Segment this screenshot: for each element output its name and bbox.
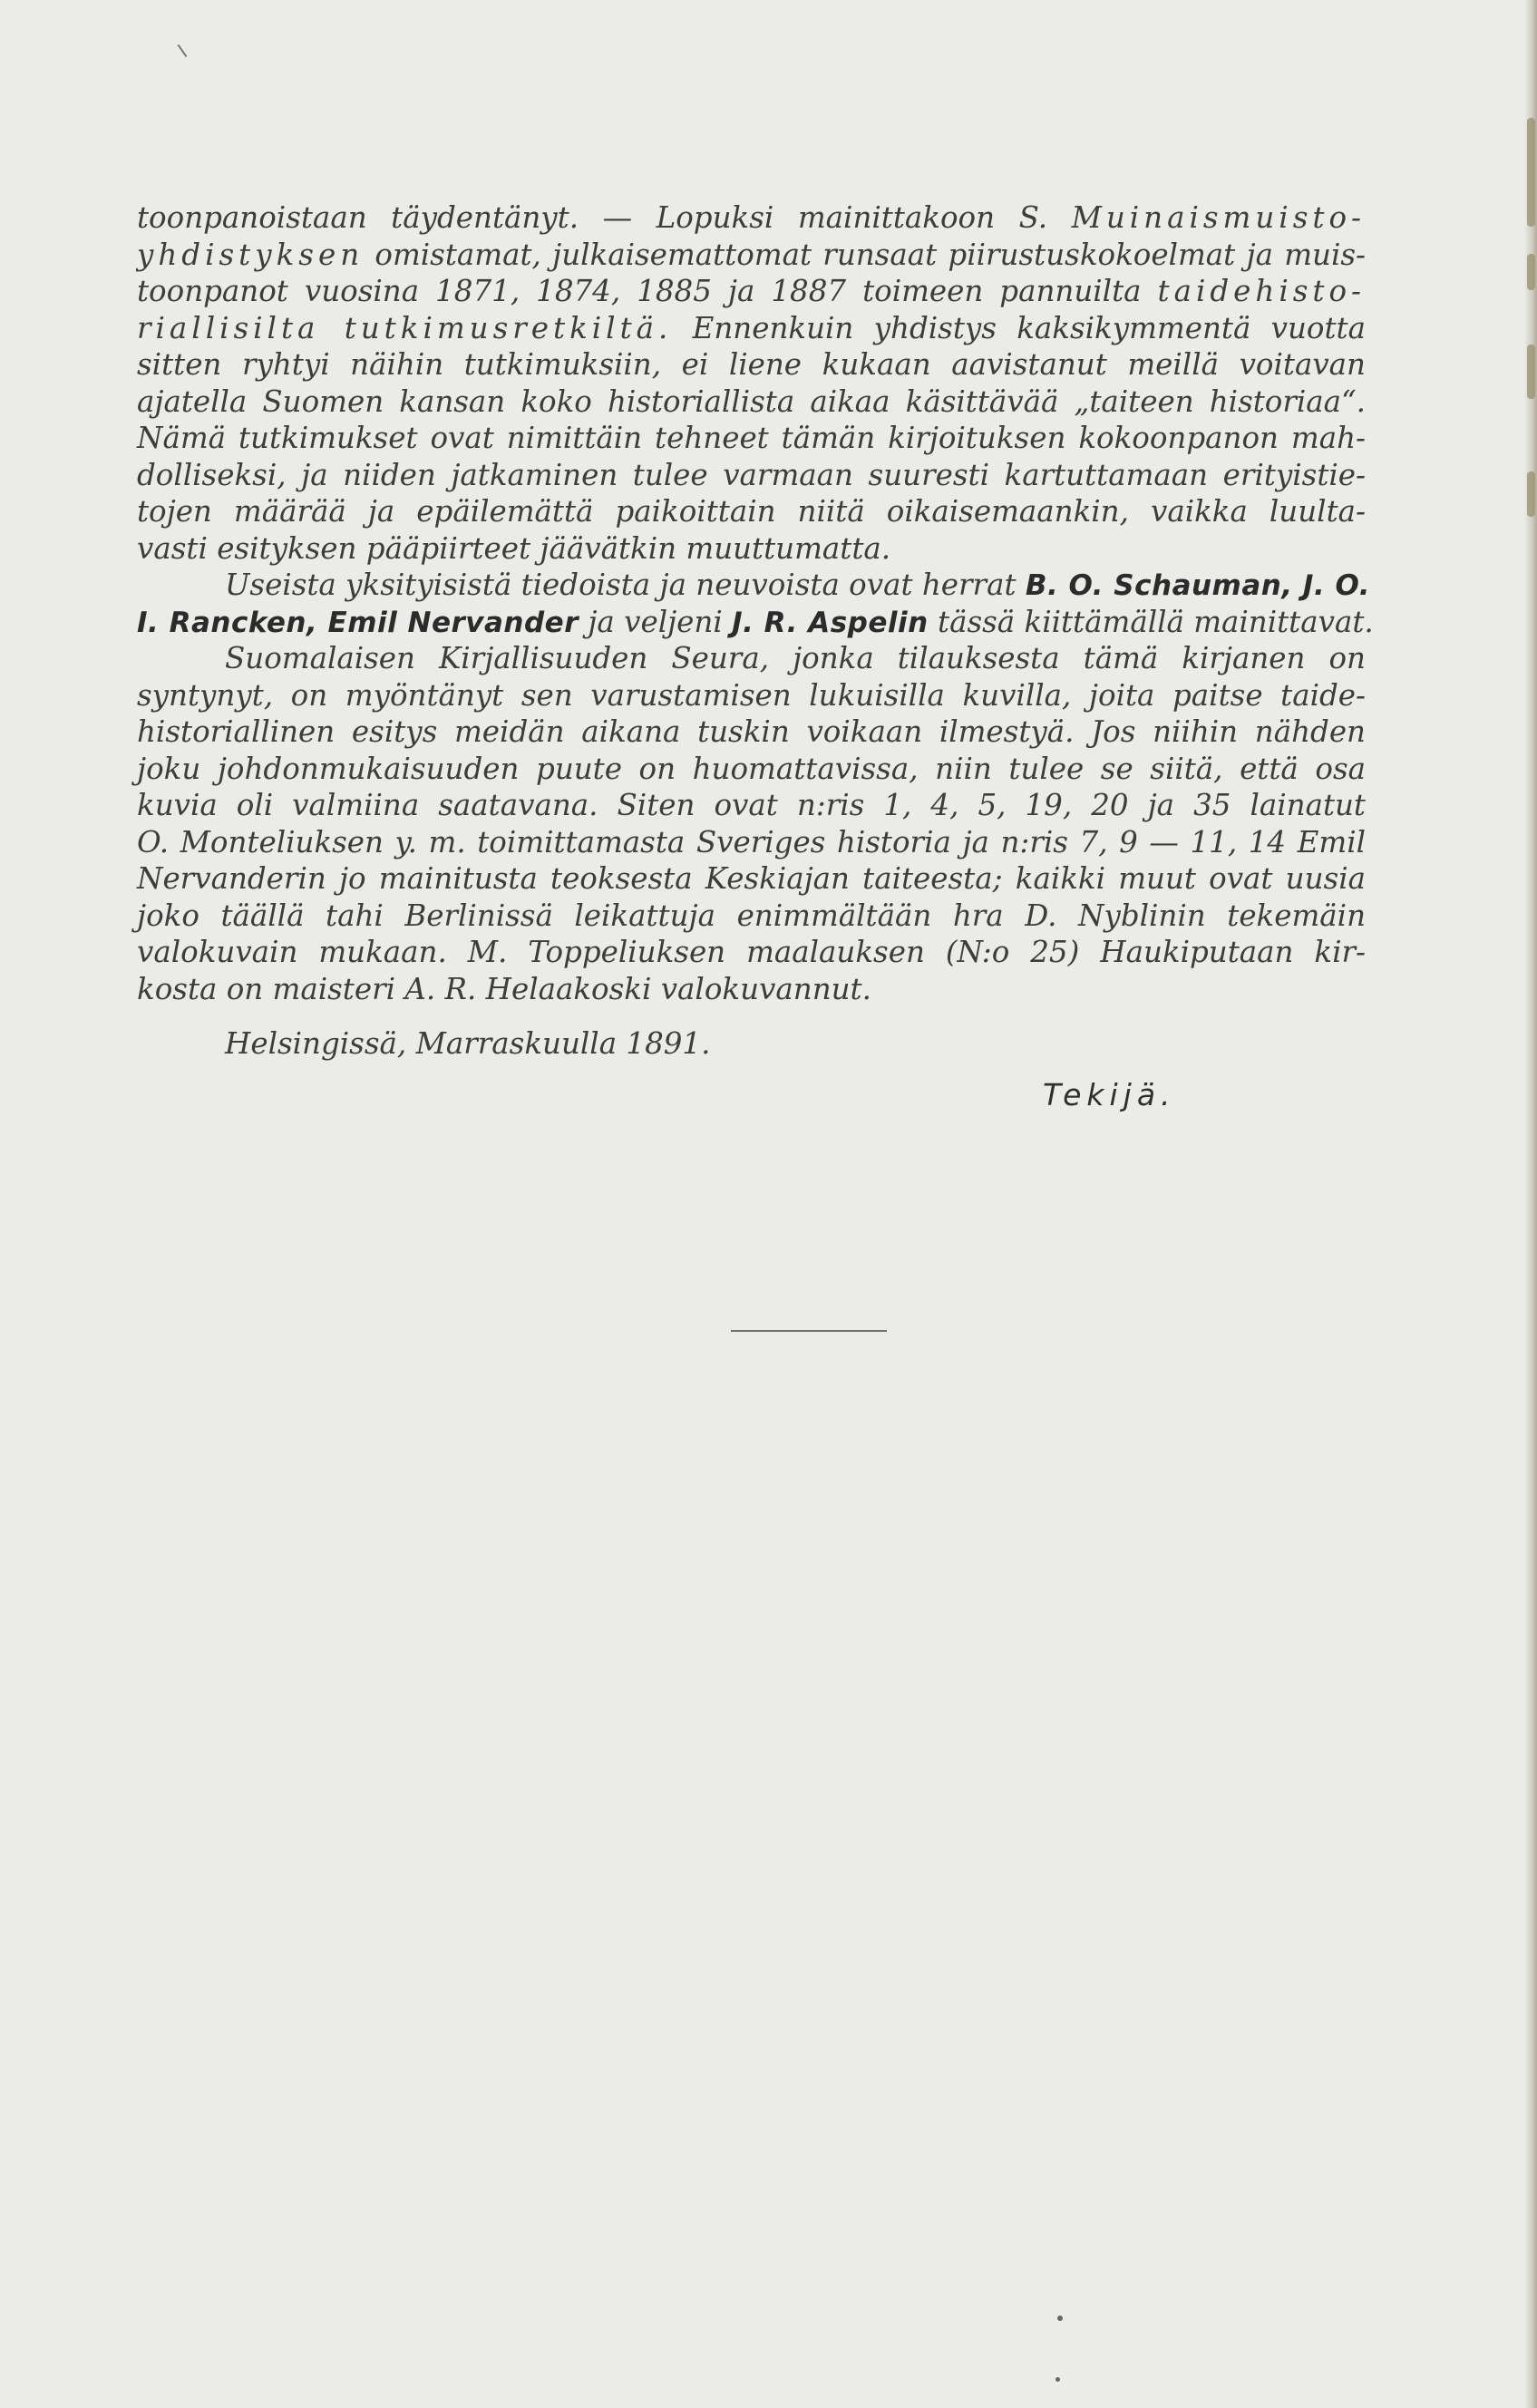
text-line [137, 457, 1366, 494]
text-line [137, 677, 1366, 714]
page-edge [1524, 0, 1537, 2408]
text-line [137, 640, 1366, 677]
text-segment: Nämä tutkimukset ovat nimittäin tehneet tämän kirjoituksen kokoonpanon mah- [137, 421, 1366, 455]
text-line [137, 530, 1366, 568]
text-line [137, 898, 1366, 935]
text-segment: Nervanderin jo mainitusta teoksesta Keskiajan taiteesta; kaikki muut ovat uusia [137, 861, 1366, 896]
text-line [137, 310, 1366, 347]
text-segment: Helsingissä, Marraskuulla 1891. [225, 1026, 711, 1061]
text-segment: riallisilta tutkimusretkiltä. [137, 310, 673, 345]
signature: Tekijä. [1043, 1077, 1176, 1112]
text-line [137, 346, 1366, 384]
text-segment: sitten ryhtyi näihin tutkimuksiin, ei liene kukaan aavistanut meillä voitavan [137, 347, 1366, 382]
text-line [137, 567, 1370, 604]
text-line [137, 934, 1366, 971]
text-line [137, 420, 1366, 457]
text-segment: tojen määrää ja epäilemättä paikoittain niitä oikaisemaankin, vaikka luulta- [137, 494, 1366, 529]
name-text: I. Rancken, Emil Nervander [137, 606, 579, 639]
text-line [137, 824, 1366, 861]
text-segment: joko täällä tahi Berlinissä leikattuja enimmältään hra D. Nyblinin tekemäin [137, 898, 1366, 933]
name-text: J. R. Aspelin [732, 606, 929, 639]
edge-stain [1527, 345, 1535, 399]
text-line [137, 237, 1366, 274]
text-segment: Ennenkuin yhdistys kaksikymmentä vuotta [672, 310, 1366, 345]
text-segment: joku johdonmukaisuuden puute on huomattavissa, niin tulee se siitä, että osa [137, 751, 1366, 786]
text-line [137, 384, 1366, 421]
text-segment: kosta on maisteri A. R. Helaakoski valokuvannut. [137, 971, 871, 1006]
text-line [137, 714, 1366, 751]
text-line [137, 971, 1366, 1008]
text-segment: ajatella Suomen kansan koko historiallista aikaa käsittävää „taiteen historiaa“. [137, 384, 1366, 419]
text-segment: Useista yksityisistä tiedoista ja neuvoista ovat herrat [225, 568, 1026, 602]
text-segment: syntynyt, on myöntänyt sen varustamisen lukuisilla kuvilla, joita paitse taide- [137, 677, 1366, 713]
text-line [137, 273, 1366, 310]
name-text: B. O. Schauman, J. O. [1025, 569, 1370, 602]
stray-mark [178, 44, 188, 57]
body-text [137, 199, 1374, 1063]
ink-speck [1057, 2316, 1063, 2321]
edge-stain [1527, 118, 1535, 227]
text-segment: Suomalaisen Kirjallisuuden Seura, jonka tilauksesta tämä kirjanen on [225, 641, 1366, 675]
text-segment: yhdistyksen [137, 237, 365, 272]
section-rule [731, 1330, 887, 1332]
text-segment: Muinaismuisto- [1071, 200, 1366, 235]
text-line [137, 199, 1366, 237]
text-segment: historiallinen esitys meidän aikana tuskin voikaan ilmestyä. Jos niihin nähden [137, 714, 1366, 749]
edge-stain [1527, 471, 1535, 517]
text-line [137, 860, 1366, 898]
text-segment: toonpanoistaan täydentänyt. — Lopuksi mainittakoon S. [137, 200, 1072, 235]
edge-stain [1527, 254, 1535, 290]
text-segment: ja veljeni [579, 604, 733, 639]
text-segment: vasti esityksen pääpiirteet jäävätkin muuttumatta. [137, 530, 891, 566]
text-segment: kuvia oli valmiina saatavana. Siten ovat n:ris 1, 4, 5, 19, 20 ja 35 lainatut [137, 788, 1366, 822]
text-line [137, 1025, 1366, 1063]
text-segment: tässä kiittämällä mainittavat. [928, 604, 1374, 639]
text-segment: omistamat, julkaisemattomat runsaat piirustuskokoelmat ja muis- [364, 237, 1366, 272]
text-line [137, 751, 1366, 788]
ink-speck [1055, 2377, 1060, 2382]
text-line [137, 604, 1374, 641]
text-segment: dolliseksi, ja niiden jatkaminen tulee varmaan suuresti kartuttamaan erityistie- [137, 457, 1366, 492]
text-line [137, 787, 1366, 824]
text-segment: O. Monteliuksen y. m. toimittamasta Sveriges historia ja n:ris 7, 9 — 11, 14 Emil [137, 824, 1366, 859]
text-line [137, 493, 1366, 530]
text-segment: taidehisto- [1157, 274, 1366, 308]
text-segment: valokuvain mukaan. M. Toppeliuksen maalauksen (N:o 25) Haukiputaan kir- [137, 935, 1366, 969]
text-segment: toonpanot vuosina 1871, 1874, 1885 ja 1887 toimeen pannuilta [137, 274, 1158, 308]
